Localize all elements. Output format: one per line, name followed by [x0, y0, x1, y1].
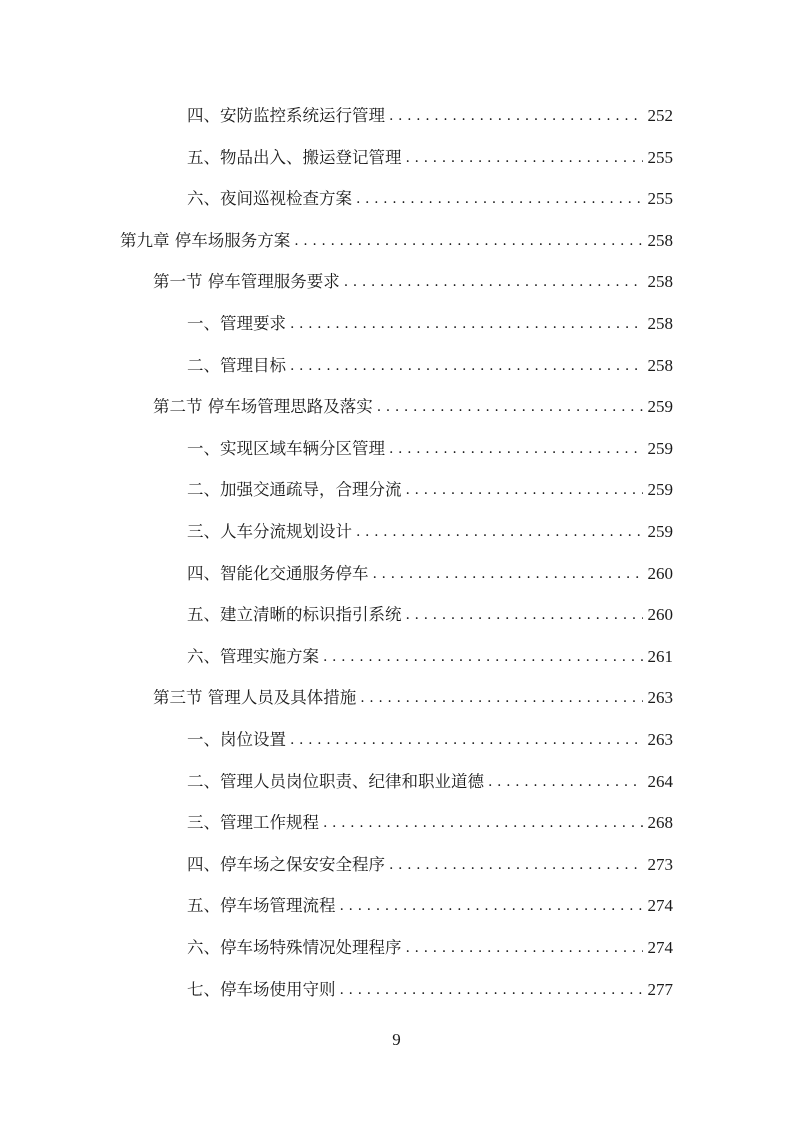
toc-entry[interactable]: [187, 803, 673, 843]
toc-dot-leader: [340, 970, 644, 1010]
toc-entry-title: 二、管理人员岗位职责、纪律和职业道德: [187, 771, 484, 791]
toc-dot-leader: [290, 346, 643, 386]
toc-entry[interactable]: [187, 304, 673, 344]
toc-dot-leader: [323, 637, 643, 677]
toc-dot-leader: [323, 803, 643, 843]
toc-entry-page: 258: [647, 355, 673, 375]
toc-entry-page: 259: [647, 397, 673, 417]
toc-dot-leader: [356, 512, 643, 552]
toc-entry-page: 255: [647, 189, 673, 209]
toc-entry-title: 四、停车场之保安安全程序: [187, 854, 385, 874]
toc-dot-leader: [389, 96, 643, 136]
toc-entry[interactable]: [187, 928, 673, 968]
toc-dot-leader: [377, 387, 643, 427]
toc-entry[interactable]: [187, 346, 673, 386]
toc-entry-title: 四、智能化交通服务停车: [187, 563, 369, 583]
toc-dot-leader: [356, 179, 643, 219]
toc-entry-page: 260: [647, 605, 673, 625]
toc-entry-title: 第三节 管理人员及具体措施: [153, 688, 357, 708]
toc-entry-page: 264: [647, 771, 673, 791]
toc-entry[interactable]: [187, 512, 673, 552]
toc-entry-title: 二、管理目标: [187, 355, 286, 375]
toc-dot-leader: [373, 554, 644, 594]
toc-entry-title: 二、加强交通疏导，合理分流: [187, 480, 402, 500]
toc-entry[interactable]: [187, 720, 673, 760]
toc-entry[interactable]: [153, 387, 673, 427]
toc-entry-page: 263: [647, 730, 673, 749]
toc-entry-page: 268: [647, 813, 673, 833]
toc-entry-title: 六、停车场特殊情况处理程序: [187, 938, 402, 957]
toc-entry-title: 七、停车场使用守则: [187, 979, 336, 999]
toc-entry-page: 274: [647, 938, 673, 957]
toc-entry[interactable]: [153, 678, 673, 718]
toc-dot-leader: [389, 429, 643, 469]
toc-entry-title: 五、物品出入、搬运登记管理: [187, 147, 402, 167]
toc-dot-leader: [290, 304, 643, 344]
page-number: 9: [392, 1030, 401, 1049]
toc-entry[interactable]: [187, 96, 673, 136]
toc-entry-page: 258: [647, 230, 673, 250]
toc-entry-page: 258: [647, 314, 673, 333]
toc-entry-page: 263: [647, 688, 673, 708]
toc-entry-title: 六、夜间巡视检查方案: [187, 189, 352, 209]
toc-dot-leader: [488, 762, 643, 802]
toc-entry[interactable]: [187, 179, 673, 219]
toc-dot-leader: [344, 262, 643, 302]
toc-entry-page: 258: [647, 272, 673, 292]
toc-entry-title: 一、管理要求: [187, 314, 286, 333]
toc-dot-leader: [360, 678, 643, 718]
toc-entry-page: 259: [647, 522, 673, 541]
toc-entry-page: 252: [647, 106, 673, 125]
toc-dot-leader: [290, 720, 643, 760]
toc-entry[interactable]: [187, 429, 673, 469]
toc-entry-page: 255: [647, 147, 673, 167]
toc-entry-title: 第一节 停车管理服务要求: [153, 272, 340, 292]
toc-entry[interactable]: [153, 262, 673, 302]
toc-entry-title: 第九章 停车场服务方案: [120, 230, 291, 250]
toc-entry-title: 第二节 停车场管理思路及落实: [153, 397, 373, 417]
toc-entry-title: 三、管理工作规程: [187, 813, 319, 833]
toc-entry-title: 六、管理实施方案: [187, 646, 319, 666]
toc-entry[interactable]: [187, 886, 673, 926]
toc-entry-page: 273: [647, 854, 673, 874]
toc-entry-page: 259: [647, 480, 673, 500]
toc-entry[interactable]: [187, 470, 673, 510]
toc-entry-title: 三、人车分流规划设计: [187, 522, 352, 541]
toc-entry-page: 261: [647, 646, 673, 666]
toc-entry-page: 277: [647, 979, 673, 999]
toc-entry-page: 274: [647, 896, 673, 916]
toc-entry[interactable]: [187, 595, 673, 635]
toc-entry[interactable]: [120, 221, 673, 261]
toc-entry-title: 一、岗位设置: [187, 730, 286, 749]
toc-entry[interactable]: [187, 138, 673, 178]
toc-entry-title: 五、停车场管理流程: [187, 896, 336, 916]
toc-dot-leader: [389, 845, 643, 885]
toc-entry[interactable]: [187, 970, 673, 1010]
toc-dot-leader: [406, 595, 644, 635]
toc-entry[interactable]: [187, 554, 673, 594]
toc-entry[interactable]: [187, 637, 673, 677]
toc-entry[interactable]: [187, 845, 673, 885]
toc-dot-leader: [406, 138, 644, 178]
toc-entry-page: 260: [647, 563, 673, 583]
toc-entry-title: 一、实现区域车辆分区管理: [187, 438, 385, 458]
toc-entry-title: 五、建立清晰的标识指引系统: [187, 605, 402, 625]
toc-dot-leader: [406, 470, 644, 510]
toc-dot-leader: [294, 221, 643, 261]
toc-dot-leader: [406, 928, 644, 968]
toc-dot-leader: [340, 886, 644, 926]
toc-entry[interactable]: [187, 762, 673, 802]
toc-entry-title: 四、安防监控系统运行管理: [187, 106, 385, 125]
toc-entry-page: 259: [647, 438, 673, 458]
